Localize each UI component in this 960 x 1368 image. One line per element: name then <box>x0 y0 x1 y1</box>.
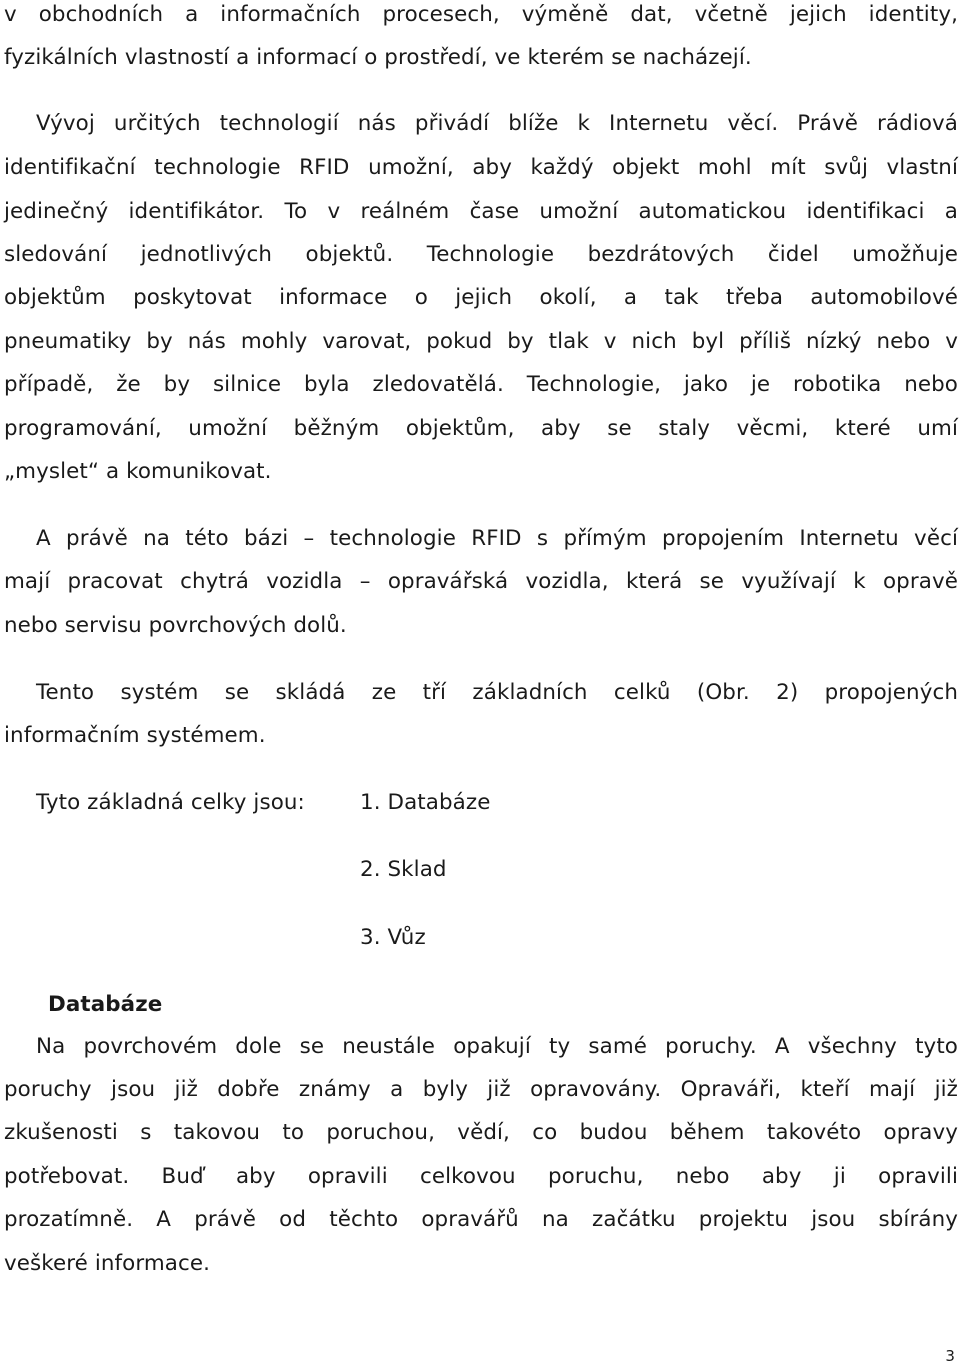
text-line: „myslet“ a komunikovat. <box>4 459 272 484</box>
text-line: informačním systémem. <box>4 723 266 748</box>
text-line: Tento systém se skládá ze tří základních celků (Obr. 2) propojených <box>36 680 958 705</box>
text-line: Na povrchovém dole se neustále opakují ty samé poruchy. A všechny tyto <box>36 1034 958 1059</box>
text-line: potřebovat. Buď aby opravili celkovou poruchu, nebo aby ji opravili <box>4 1164 958 1189</box>
text-line: nebo servisu povrchových dolů. <box>4 613 347 638</box>
list-intro: Tyto základná celky jsou: <box>36 790 305 815</box>
text-line: mají pracovat chytrá vozidla – opravářská vozidla, která se využívají k opravě <box>4 569 958 594</box>
list-item: 1. Databáze <box>360 790 491 815</box>
text-line: objektům poskytovat informace o jejich okolí, a tak třeba automobilové <box>4 285 958 310</box>
text-line: sledování jednotlivých objektů. Technologie bezdrátových čidel umožňuje <box>4 242 958 267</box>
text-line: identifikační technologie RFID umožní, aby každý objekt mohl mít svůj vlastní <box>4 155 958 180</box>
text-line: prozatímně. A právě od těchto opravářů na začátku projektu jsou sbírány <box>4 1207 958 1232</box>
section-heading: Databáze <box>48 992 163 1017</box>
page-number: 3 <box>945 1347 955 1365</box>
text-line: poruchy jsou již dobře známy a byly již opravovány. Opraváři, kteří mají již <box>4 1077 958 1102</box>
text-line: veškeré informace. <box>4 1251 211 1276</box>
text-line: programování, umožní běžným objektům, aby se staly věcmi, které umí <box>4 416 958 441</box>
text-line: v obchodních a informačních procesech, výměně dat, včetně jejich identity, <box>4 2 958 27</box>
text-line: Vývoj určitých technologií nás přivádí blíže k Internetu věcí. Právě rádiová <box>36 111 958 136</box>
list-item: 3. Vůz <box>360 925 426 950</box>
text-line: fyzikálních vlastností a informací o prostředí, ve kterém se nacházejí. <box>4 45 752 70</box>
text-line: pneumatiky by nás mohly varovat, pokud by tlak v nich byl příliš nízký nebo v <box>4 329 958 354</box>
text-line: jedinečný identifikátor. To v reálném čase umožní automatickou identifikaci a <box>4 199 958 224</box>
text-line: případě, že by silnice byla zledovatělá. Technologie, jako je robotika nebo <box>4 372 958 397</box>
text-line: zkušenosti s takovou to poruchou, vědí, co budou během takovéto opravy <box>4 1120 958 1145</box>
text-line: A právě na této bázi – technologie RFID s přímým propojením Internetu věcí <box>36 526 958 551</box>
list-item: 2. Sklad <box>360 857 447 882</box>
